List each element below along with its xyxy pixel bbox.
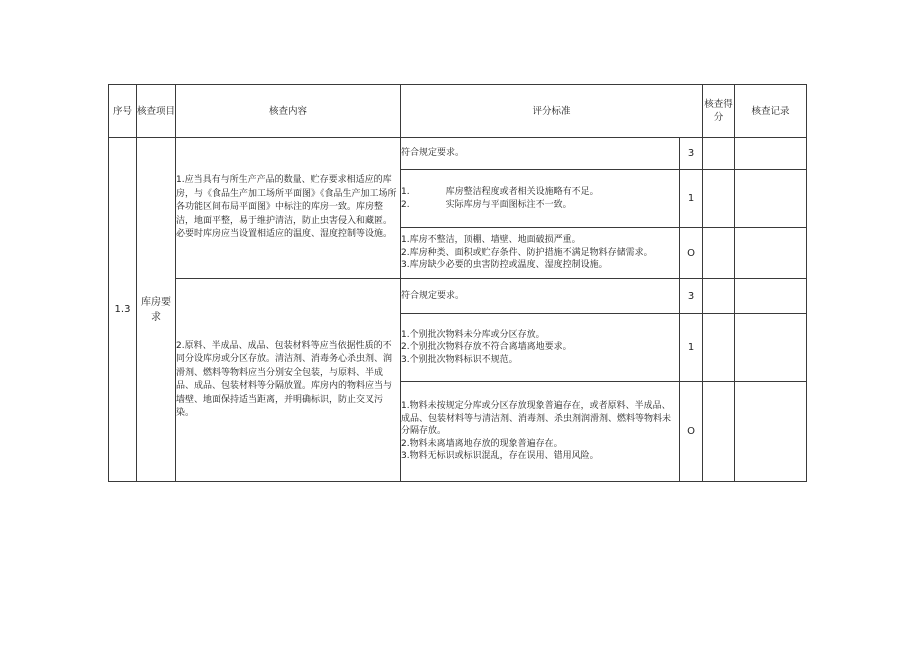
- record-input-cell[interactable]: [735, 382, 807, 482]
- table-row: [109, 279, 807, 314]
- score-value: 3: [680, 138, 703, 170]
- score-value: 3: [680, 279, 703, 314]
- standard-cell: [401, 170, 680, 228]
- standard-line: 3.物料无标识或标识混乱，存在误用、错用风险。: [401, 451, 599, 462]
- score-input-cell[interactable]: [703, 138, 735, 170]
- header-item: 核查项目: [137, 85, 176, 138]
- standard-cell: [401, 228, 680, 279]
- standard-cell: [401, 138, 680, 170]
- header-score: 核查得分: [703, 85, 735, 138]
- standard-cell: [401, 382, 680, 482]
- score-value: O: [680, 228, 703, 279]
- standard-line: 2.库房种类、面积或贮存条件、防护措施不满足物料存储需求。: [401, 247, 653, 258]
- header-standard: 评分标准: [401, 85, 703, 138]
- record-input-cell[interactable]: [735, 279, 807, 314]
- score-input-cell[interactable]: [703, 228, 735, 279]
- content-cell-2: 2.原料、半成品、成品、包装材料等应当依据性质的不同分设库房或分区存放。清洁剂、消毒务心杀虫剂、润滑剂、燃料等物料应当分别安全包装，与原料、半成品、成品、包装材料等分隔放置。库房内的物料应当与墙壁、地面保持适当距离，并明确标识，防止交叉污染。: [176, 279, 401, 482]
- score-value: 1: [680, 170, 703, 228]
- standard-line: 1.个别批次物料未分库或分区存放。: [401, 329, 545, 340]
- header-seq: 序号: [109, 85, 137, 138]
- record-input-cell[interactable]: [735, 228, 807, 279]
- standard-line: 符合规定要求。: [401, 290, 465, 301]
- section-seq: 1.3: [109, 138, 137, 482]
- header-record: 核查记录: [735, 85, 807, 138]
- section-item: 库房要求: [137, 138, 176, 482]
- score-input-cell[interactable]: [703, 382, 735, 482]
- record-input-cell[interactable]: [735, 170, 807, 228]
- standard-line: 1. 库房整洁程度或者相关设施略有不足。: [401, 187, 599, 197]
- standard-line: 3.库房缺少必要的虫害防控或温度、湿度控制设施。: [401, 260, 608, 271]
- record-input-cell[interactable]: [735, 314, 807, 382]
- table-row: [109, 138, 807, 170]
- standard-cell: [401, 314, 680, 382]
- score-input-cell[interactable]: [703, 170, 735, 228]
- header-row: [109, 85, 807, 138]
- record-input-cell[interactable]: [735, 138, 807, 170]
- standard-line: 2.物料未离墙离地存放的现象普遍存在。: [401, 438, 563, 449]
- score-value: O: [680, 382, 703, 482]
- standard-cell: [401, 279, 680, 314]
- standard-line: 1.物料未按规定分库或分区存放现象普遍存在，或者原料、半成品、成品、包装材料等与清洁剂、消毒剂、杀虫剂润滑剂、燃料等物料未分隔存放。: [401, 401, 672, 437]
- standard-line: 符合规定要求。: [401, 148, 465, 159]
- inspection-table: [108, 84, 807, 482]
- header-content: 核查内容: [176, 85, 401, 138]
- content-cell-1: 1.应当具有与所生产产品的数量、贮存要求相适应的库房，与《食品生产加工场所平面图》《食品生产加工场所各功能区间布局平面图》中标注的库房一致。库房整洁，地面平整，易于维护清洁，防止虫害侵入和藏匿。必要时库房应当设置相适应的温度、湿度控制等设施。: [176, 138, 401, 279]
- score-input-cell[interactable]: [703, 314, 735, 382]
- score-input-cell[interactable]: [703, 279, 735, 314]
- standard-line: 2.个别批次物料存放不符合离墙离地要求。: [401, 342, 572, 353]
- standard-line: 3.个别批次物料标识不规范。: [401, 354, 518, 365]
- standard-line: 1.库房不整洁，顶棚、墙壁、地面破损严重。: [401, 235, 581, 246]
- standard-line: 2. 实际库房与平面图标注不一致。: [401, 199, 572, 210]
- score-value: 1: [680, 314, 703, 382]
